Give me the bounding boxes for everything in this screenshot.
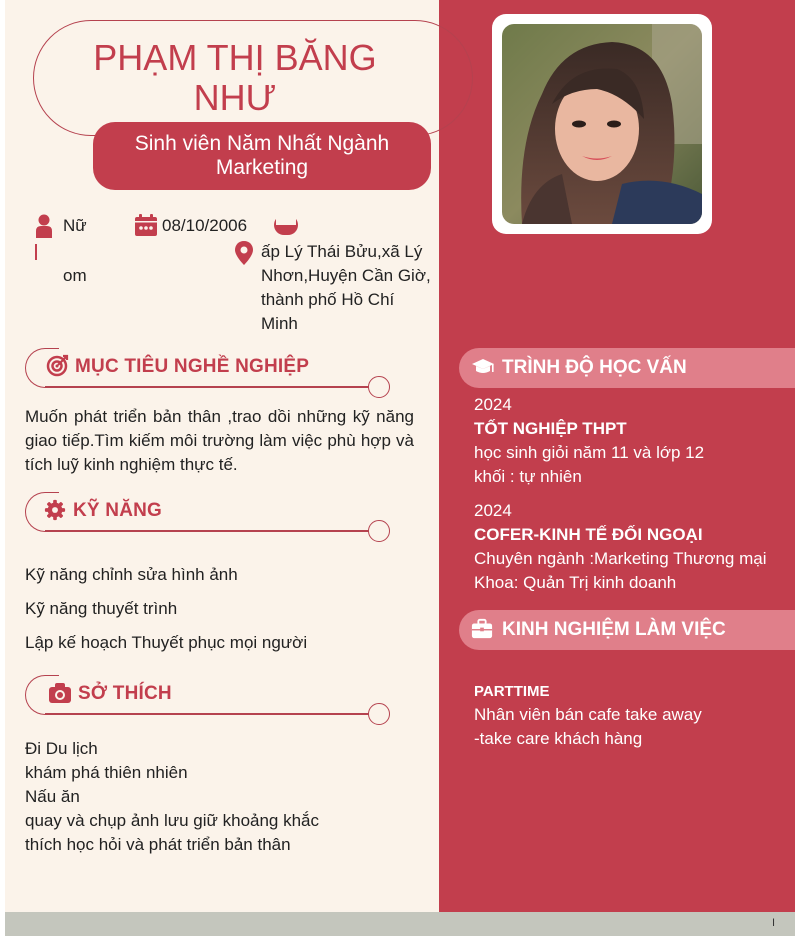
graduation-cap-icon [471, 356, 495, 380]
job-subtitle: Sinh viên Năm Nhất Ngành Marketing [93, 122, 431, 190]
email-icon [273, 213, 299, 237]
education-school: TỐT NGHIỆP THPT [474, 419, 627, 438]
skills-header [25, 492, 391, 532]
hobbies-header [25, 675, 391, 715]
hobby-item: quay và chụp ảnh lưu giữ khoảng khắc [25, 811, 320, 830]
experience-title: KINH NGHIỆM LÀM VIỆC [502, 619, 726, 640]
skill-item: Kỹ năng chỉnh sửa hình ảnh [25, 565, 238, 584]
person-icon [35, 214, 53, 238]
hobby-item: Đi Du lịch [25, 739, 98, 758]
hobbies-title: SỞ THÍCH [78, 683, 172, 704]
phone-value: om [63, 266, 87, 285]
location-icon [234, 240, 254, 266]
experience-detail: Nhân viên bán cafe take away [474, 705, 702, 724]
target-icon [45, 354, 69, 378]
briefcase-icon [471, 618, 493, 640]
education-detail: học sinh giỏi năm 11 và lớp 12 [474, 443, 705, 462]
objective-title: MỤC TIÊU NGHỀ NGHIỆP [75, 356, 310, 377]
hobby-item: Nấu ăn [25, 787, 80, 806]
hobby-item: khám phá thiên nhiên [25, 763, 188, 782]
phone-icon [35, 244, 37, 260]
skills-title: KỸ NĂNG [73, 500, 163, 521]
calendar-icon [134, 213, 158, 237]
address-value: ấp Lý Thái Bửu,xã Lý Nhơn,Huyện Cần Giờ, thành phố Hồ Chí Minh [261, 242, 431, 333]
education-header [459, 348, 795, 388]
cv-page [5, 0, 795, 912]
experience-detail: -take care khách hàng [474, 729, 643, 748]
experience-header [459, 610, 795, 650]
education-detail: khối : tự nhiên [474, 467, 582, 486]
skill-item: Lập kế hoạch Thuyết phục mọi người [25, 633, 308, 652]
education-year: 2024 [474, 395, 512, 414]
education-title: TRÌNH ĐỘ HỌC VẤN [502, 357, 687, 378]
page-footer [5, 912, 795, 936]
objective-header [25, 348, 391, 388]
education-detail: Khoa: Quản Trị kinh doanh [474, 573, 677, 592]
gear-icon [44, 498, 66, 522]
education-year: 2024 [474, 501, 512, 520]
hobby-item: thích học hỏi và phát triển bản thân [25, 835, 291, 854]
education-detail: Chuyên ngành :Marketing Thương mại [474, 549, 767, 568]
experience-role: PARTTIME [474, 683, 550, 700]
full-name: PHẠM THỊ BĂNG NHƯ [93, 37, 377, 118]
camera-icon [48, 681, 72, 705]
birthday-value: 08/10/2006 [162, 216, 248, 235]
skill-item: Kỹ năng thuyết trình [25, 599, 178, 618]
profile-photo-frame [492, 14, 712, 234]
profile-photo [502, 24, 702, 224]
education-school: COFER-KINH TẾ ĐỐI NGOẠI [474, 525, 703, 544]
objective-text: Muốn phát triển bản thân ,trao dồi những kỹ năng giao tiếp.Tìm kiếm môi trường làm việc phù hợp và tích luỹ kinh nghiệm thực tế. [25, 407, 414, 474]
footer-mark: I [771, 917, 775, 929]
gender-value: Nữ [63, 216, 87, 235]
